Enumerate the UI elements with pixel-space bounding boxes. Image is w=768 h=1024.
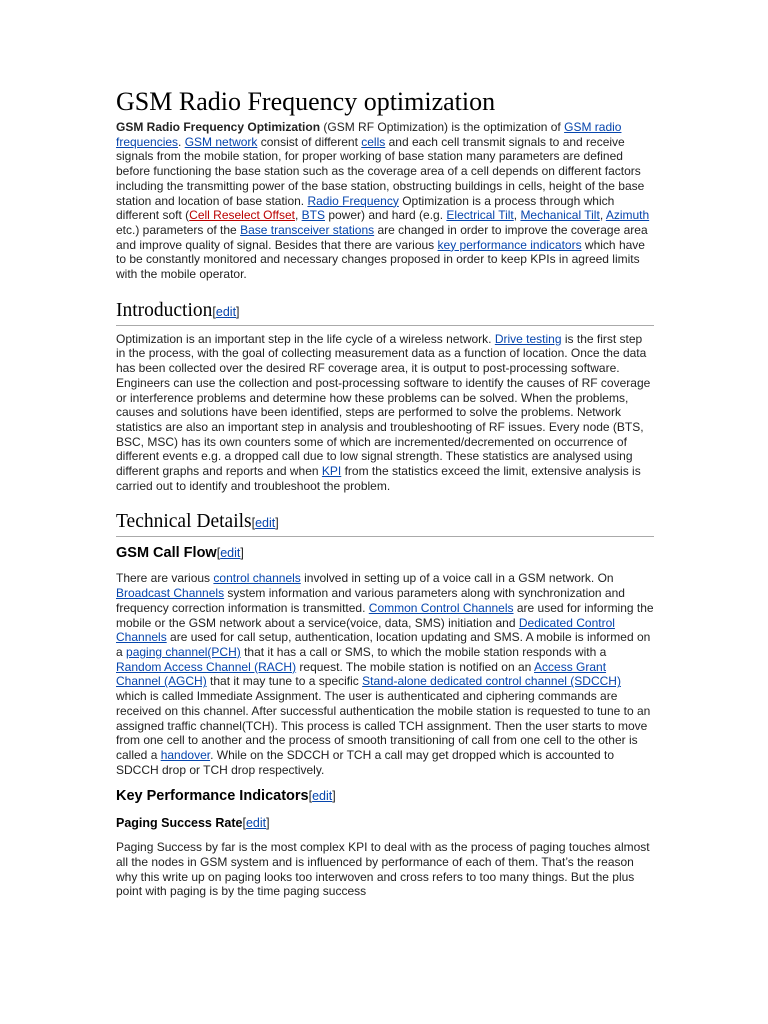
- link-access-grant-channel[interactable]: Access Grant Channel (AGCH): [116, 659, 607, 689]
- edit-section-link: [edit]: [212, 304, 240, 319]
- paging-paragraph: Paging Success by far is the most complex KPI to deal with as the process of paging touches almost all the nodes in GSM system and is influenced by performance of each of them. That’s the reason why this write up on paging looks too interwoven and cross refers to too many things. But the plus point with paging is by the time paging success: [116, 840, 650, 899]
- link-handover[interactable]: handover: [160, 747, 211, 762]
- edit-section-link: [edit]: [242, 816, 270, 831]
- edit-section-link: [edit]: [308, 789, 336, 804]
- link-dedicated-control-channels[interactable]: Dedicated Control Channels: [116, 615, 615, 645]
- link-sdcch[interactable]: Stand-alone dedicated control channel (SDCCH): [362, 674, 621, 689]
- link-mechanical-tilt[interactable]: Mechanical Tilt: [520, 208, 600, 223]
- link-kpi[interactable]: KPI: [321, 464, 342, 479]
- link-gsm-radio-frequencies[interactable]: GSM radio frequencies: [116, 120, 622, 149]
- call-flow-paragraph: There are various control channels involved in setting up of a voice call in a GSM network. On Broadcast Channels system information and various parameters along with synchronization and frequency correction information is transmitted. Common Control Channels are used for informing the mobile or the GSM network about a service(voice, data, SMS) initiation and Dedicated Control Channels are used for call setup, authentication, location updating and SMS. A mobile is informed on a paging channel(PCH) that it has a call or SMS, to which the mobile station responds with a Random Access Channel (RACH) request. The mobile station is notified on an Access Grant Channel (AGCH) that it may tune to a specific Stand-alone dedicated control channel (SDCCH) which is called Immediate Assignment. The user is authenticated and ciphering commands are received on this channel. After successful authentication the mobile station is requested to tune to an assigned traffic channel(TCH). This process is called TCH assignment. Then the user starts to move from one cell to another and the process of smooth transitioning of call from one cell to the other is called a handover. While on the SDCCH or TCH a call may get dropped which is accounted to SDCCH drop or TCH drop respectively.: [116, 571, 654, 777]
- link-key-performance-indicators[interactable]: key performance indicators: [437, 237, 582, 252]
- link-base-transceiver-stations[interactable]: Base transceiver stations: [240, 222, 375, 237]
- lead-paragraph: GSM Radio Frequency Optimization (GSM RF Optimization) is the optimization of GSM radio frequencies. GSM network consist of different cells and each cell transmit signals to and receive signals from the mobile station, for proper working of base station many parameters are defined before functioning the base station such as the coverage area of a cell depends on different factors including the transmitting power of the base station, obstructing buildings in cells, height of the base station and location of base station. Radio Frequency Optimization is a process through which different soft (Cell Reselect Offset, BTS power) and hard (e.g. Electrical Tilt, Mechanical Tilt, Azimuth etc.) parameters of the Base transceiver stations are changed in order to improve the coverage area and improve quality of signal. Besides that there are various key performance indicators which have to be constantly monitored and necessary changes proposed in order to keep KPIs in agreed limits with the mobile operator.: [116, 120, 650, 282]
- introduction-paragraph: Optimization is an important step in the life cycle of a wireless network. Drive testing is the first step in the process, with the goal of collecting measurement data as a function of location. Once the data has been collected over the desired RF coverage area, it is output to post-processing software. Engineers can use the collection and post-processing software to identify the causes of RF coverage or interference problems and determine how these problems can be solved. When the problems, causes and solutions have been identified, steps are performed to solve the problems. Network statistics are also an important step in analysis and troubleshooting of RF issues. Every node (BTS, BSC, MSC) has its own counters some of which are incremented/decremented on occurrence of different events e.g. a dropped call due to low signal strength. These statistics are analysed using different graphs and reports and when KPI from the statistics exceed the limit, extensive analysis is carried out to identify and troubleshoot the problem.: [116, 331, 651, 493]
- subsection-heading-key-performance-indicators: Key Performance Indicators[edit]: [116, 788, 336, 805]
- link-broadcast-channels[interactable]: Broadcast Channels: [116, 586, 225, 601]
- article: [116, 86, 654, 899]
- link-random-access-channel[interactable]: Random Access Channel (RACH): [116, 659, 297, 674]
- edit-section-link: [edit]: [251, 516, 279, 531]
- subsection-heading-gsm-call-flow: GSM Call Flow[edit]: [116, 545, 244, 562]
- link-cells[interactable]: cells: [361, 134, 386, 149]
- section-heading-technical-details: Technical Details[edit]: [116, 510, 654, 537]
- subsection-heading-paging-success-rate: Paging Success Rate[edit]: [116, 816, 270, 831]
- link-bts[interactable]: BTS: [301, 208, 325, 223]
- link-common-control-channels[interactable]: Common Control Channels: [368, 600, 514, 615]
- edit-link-paging-success-rate[interactable]: edit: [245, 816, 267, 831]
- edit-link-key-performance-indicators[interactable]: edit: [312, 789, 333, 804]
- edit-link-introduction[interactable]: edit: [215, 304, 237, 319]
- lead-bold-term: GSM Radio Frequency Optimization: [116, 120, 321, 134]
- link-electrical-tilt[interactable]: Electrical Tilt: [446, 208, 514, 223]
- section-heading-introduction: Introduction[edit]: [116, 299, 654, 326]
- page-title: GSM Radio Frequency optimization: [116, 87, 496, 116]
- edit-link-gsm-call-flow[interactable]: edit: [220, 546, 241, 561]
- link-paging-channel[interactable]: paging channel(PCH): [126, 644, 241, 659]
- link-radio-frequency[interactable]: Radio Frequency: [307, 193, 399, 208]
- edit-link-technical-details[interactable]: edit: [255, 516, 276, 531]
- link-control-channels[interactable]: control channels: [213, 571, 301, 586]
- link-gsm-network[interactable]: GSM network: [184, 134, 258, 149]
- link-cell-reselect-offset[interactable]: Cell Reselect Offset: [189, 208, 295, 223]
- link-drive-testing[interactable]: Drive testing: [494, 331, 562, 346]
- link-azimuth[interactable]: Azimuth: [605, 208, 650, 223]
- edit-section-link: [edit]: [216, 546, 244, 561]
